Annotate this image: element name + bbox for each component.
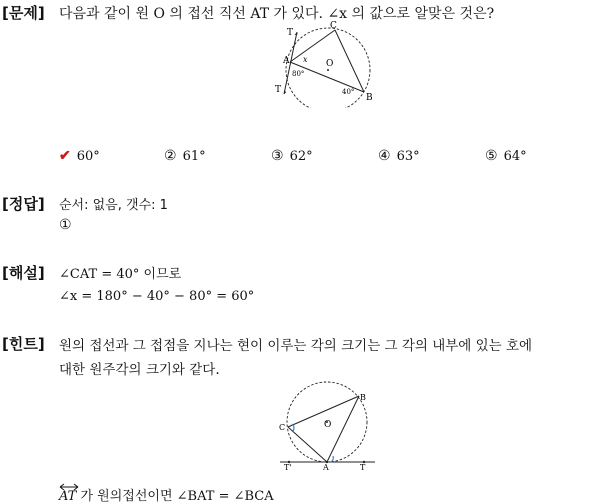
choice-5[interactable] [485,148,527,164]
choice-5-num: ⑤ [485,148,498,164]
label-c: C [330,21,337,31]
hint-label-t-right: T [360,463,366,472]
hint-label-t-left: T' [284,463,292,472]
choice-2-value: 61° [182,149,206,164]
choice-4[interactable] [378,148,420,164]
answer-line-1: 순서: 없음, 갯수: 1 [59,198,168,213]
label-b: B [366,93,373,103]
hint-label-c: C [279,423,286,432]
problem-text: 다음과 같이 원 O 의 접선 직선 AT 가 있다. ∠x 의 값으로 알맞은 것은? [59,6,495,22]
hint-line-2: 대한 원주각의 크기와 같다. [59,362,220,378]
problem-label: [문제] [2,4,45,22]
answer-line-2: ① [59,217,72,233]
label-x: x [303,55,308,64]
choice-3-num: ③ [271,148,284,164]
chord-cb [335,30,364,92]
choice-1[interactable] [59,148,100,164]
choice-4-value: 63° [396,149,420,164]
answer-label: [정답] [2,195,45,213]
explanation-line-1: ∠CAT = 40° 이므로 [59,267,182,282]
label-t-bottom: T [275,85,282,95]
problem-figure [270,18,390,108]
label-t-top: T [287,28,294,38]
label-o: O [326,59,334,69]
hint-line-1: 원의 접선과 그 접점을 지나는 현이 이루는 각의 크기는 그 각의 내부에 있는 호에 [59,338,533,354]
hint-label-o: O [324,420,332,430]
hint-label-a: A [323,463,329,472]
explanation-line-2: ∠x = 180° − 40° − 80° = 60° [59,289,255,304]
choice-2[interactable] [164,148,206,164]
line-at-symbol [59,489,76,504]
double-arrow-icon [58,483,80,491]
hint-label: [힌트] [2,335,45,353]
choice-3-value: 62° [289,149,313,164]
hint-final-line [59,485,274,504]
label-40: 40° [342,88,355,96]
hint-chord-ab [327,396,359,462]
choice-1-value: 60° [76,149,100,164]
choice-5-value: 64° [503,149,527,164]
check-mark-icon: ✔ [59,148,71,164]
hint-figure [275,380,385,472]
label-80: 80° [292,70,305,78]
explanation-label: [해설] [2,264,45,282]
at-text: AT [59,489,77,504]
hint-final-rest: 가 원의접선이면 ∠BAT = ∠BCA [76,489,274,504]
choice-3[interactable] [271,148,313,164]
choice-2-num: ② [164,148,177,164]
choice-4-num: ④ [378,148,391,164]
hint-label-b: B [360,393,366,402]
label-a: A [283,56,290,66]
